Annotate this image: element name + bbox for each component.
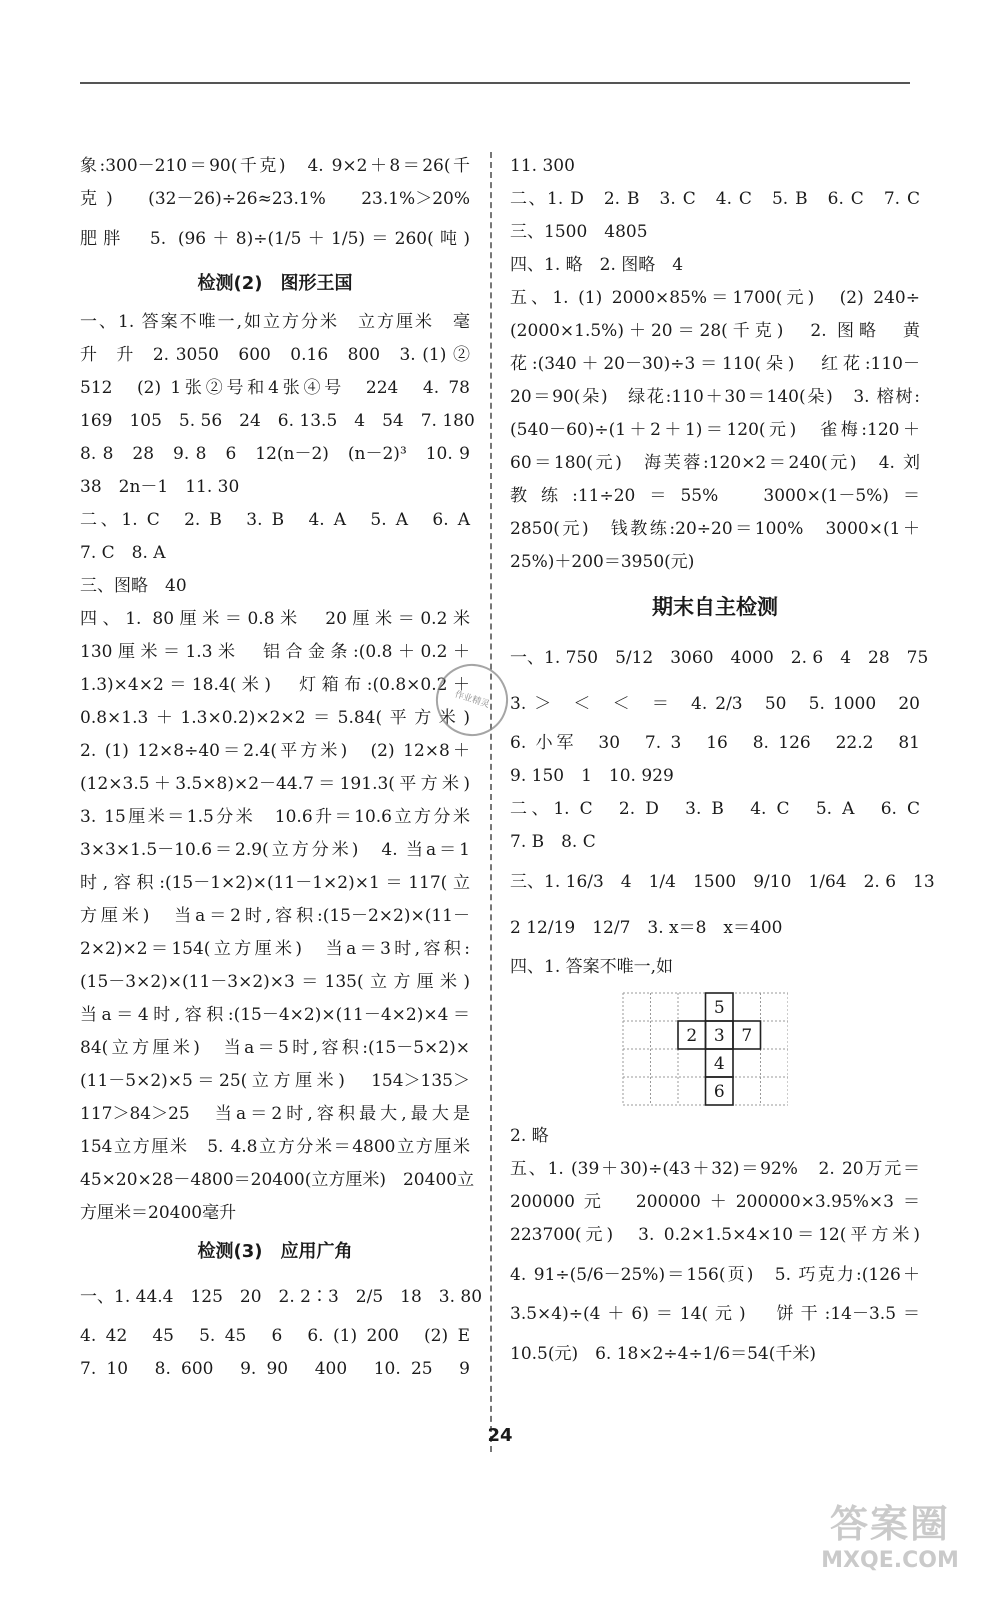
stamp-text: 作业精灵 (453, 689, 491, 711)
section-heading: 检测(2) 图形王国 (197, 273, 353, 294)
answer-line: 一、1. 750 5/12 3060 4000 2. 6 4 28 75 (510, 648, 929, 668)
answer-line: 130厘米＝1.3米 铝合金条:(0.8＋0.2＋ (80, 642, 470, 662)
answer-line: 3×3×1.5－10.6＝2.9(立方分米) 4. 当a＝1 (80, 840, 470, 860)
answer-line: 2 12/19 12/7 3. x＝8 x＝400 (510, 918, 783, 938)
answer-line: (11－5×2)×5＝25(立方厘米) 154＞135＞ (80, 1071, 470, 1091)
answer-line: 五、1. (39＋30)÷(43＋32)＝92% 2. 20万元＝ (510, 1159, 920, 1179)
page-number: 24 (487, 1425, 513, 1446)
net-cell-number: 3 (713, 1026, 725, 1046)
answer-line: 二、1. C 2. D 3. B 4. C 5. A 6. C (510, 799, 920, 819)
answer-line: 117＞84＞25 当a＝2时,容积最大,最大是 (80, 1104, 470, 1124)
answer-line: 60＝180(元) 海芙蓉:120×2＝240(元) 4. 刘 (510, 453, 920, 473)
answer-line: 4. 91÷(5/6－25%)＝156(页) 5. 巧克力:(126＋ (510, 1265, 920, 1285)
answer-line: 169 105 5. 56 24 6. 13.5 4 54 7. 180 (80, 411, 475, 431)
answer-line: 25%)＋200＝3950(元) (510, 552, 695, 572)
right-column (510, 150, 935, 1377)
answer-line: 教练:11÷20＝55% 3000×(1－5%)＝ (510, 486, 920, 506)
net-cell-number: 4 (713, 1054, 725, 1074)
answer-line: 五、1. (1) 2000×85%＝1700(元) (2) 240÷ (510, 288, 920, 308)
net-cell-number: 6 (713, 1082, 725, 1102)
answer-line: 花:(340＋20－30)÷3＝110(朵) 红花:110－ (510, 354, 920, 374)
answer-line: 512 (2) 1张②号和4张④号 224 4. 78 (80, 378, 470, 398)
answer-line: 84(立方厘米) 当a＝5时,容积:(15－5×2)× (80, 1038, 470, 1058)
answer-line: 克) (32－26)÷26≈23.1% 23.1%＞20% (80, 189, 470, 209)
answer-line: 四、1. 答案不唯一,如 (510, 957, 674, 977)
net-cell-number: 5 (713, 998, 725, 1018)
answer-line: 7. 10 8. 600 9. 90 400 10. 25 9 (80, 1359, 470, 1379)
answer-line: 方厘米＝20400毫升 (80, 1203, 237, 1223)
answer-line: 三、图略 40 (80, 576, 187, 596)
section-heading: 检测(3) 应用广角 (197, 1241, 353, 1262)
answer-line: (2000×1.5%)＋20＝28(千克) 2. 图略 黄 (510, 321, 920, 341)
top-rule (80, 82, 910, 84)
section-heading: 期末自主检测 (652, 595, 778, 619)
column-divider (490, 152, 492, 1452)
answer-line: (12×3.5＋3.5×8)×2－44.7＝191.3(平方米) (80, 774, 470, 794)
answer-line: 4. 42 45 5. 45 6 6. (1) 200 (2) E (80, 1326, 470, 1346)
answer-line: 3. ＞ ＜ ＜ ＝ 4. 2/3 50 5. 1000 20 (510, 694, 920, 714)
answer-line: 0.8×1.3＋1.3×0.2)×2×2＝5.84(平方米) (80, 708, 470, 728)
answer-line: 2×2)×2＝154(立方厘米) 当a＝3时,容积: (80, 939, 470, 959)
answer-line: 二、1. D 2. B 3. C 4. C 5. B 6. C 7. C (510, 189, 920, 209)
answer-line: 10.5(元) 6. 18×2÷4÷1/6＝54(千米) (510, 1344, 816, 1364)
answer-line: 38 2n－1 11. 30 (80, 477, 240, 497)
answer-line: 一、1. 答案不唯一,如立方分米 立方厘米 毫 (80, 312, 470, 332)
answer-line: 2. (1) 12×8÷40＝2.4(平方米) (2) 12×8＋ (80, 741, 470, 761)
net-cell-number: 7 (741, 1026, 753, 1046)
answer-line: 象:300－210＝90(千克) 4. 9×2＋8＝26(千 (80, 156, 470, 176)
answer-line: 11. 300 (510, 156, 575, 176)
watermark (800, 1500, 980, 1590)
answer-line: 一、1. 44.4 125 20 2. 2∶3 2/5 18 3. 80 (80, 1287, 483, 1307)
answer-line: 3.5×4)÷(4＋6)＝14(元) 饼干:14－3.5＝ (510, 1304, 920, 1324)
answer-line: 四、1. 80厘米＝0.8米 20厘米＝0.2米 (80, 609, 470, 629)
answer-line: 154立方厘米 5. 4.8立方分米＝4800立方厘米 (80, 1137, 470, 1157)
answer-line: (15－3×2)×(11－3×2)×3＝135(立方厘米) (80, 972, 470, 992)
answer-line: 三、1. 16/3 4 1/4 1500 9/10 1/64 2. 6 13 (510, 872, 935, 892)
answer-line: 45×20×28－4800＝20400(立方厘米) 20400立 (80, 1170, 475, 1190)
answer-line: 223700(元) 3. 0.2×1.5×4×10＝12(平方米) (510, 1225, 920, 1245)
net-grid (622, 992, 788, 1106)
answer-line: 当a＝4时,容积:(15－4×2)×(11－4×2)×4＝ (80, 1005, 470, 1025)
answer-line: 200000元 200000＋200000×3.95%×3＝ (510, 1192, 920, 1212)
answer-line: 二、1. C 2. B 3. B 4. A 5. A 6. A (80, 510, 470, 530)
answer-line: 3. 15厘米＝1.5分米 10.6升＝10.6立方分米 (80, 807, 470, 827)
answer-line: 时,容积:(15－1×2)×(11－1×2)×1＝117(立 (80, 873, 470, 893)
answer-line: 6. 小军 30 7. 3 16 8. 126 22.2 81 (510, 733, 920, 753)
answer-line: 方厘米) 当a＝2时,容积:(15－2×2)×(11－ (80, 906, 470, 926)
watermark-title: 答案圈 (829, 1502, 950, 1546)
answer-line: 肥胖 5. (96＋8)÷(1/5＋1/5)＝260(吨) (80, 229, 470, 249)
answer-line: 20＝90(朵) 绿花:110＋30＝140(朵) 3. 榕树: (510, 387, 920, 407)
net-cell-number: 2 (686, 1026, 698, 1046)
answer-line: 7. B 8. C (510, 832, 596, 852)
answer-line: 7. C 8. A (80, 543, 166, 563)
answer-line: 四、1. 略 2. 图略 4 (510, 255, 684, 275)
answer-line: (540－60)÷(1＋2＋1)＝120(元) 雀梅:120＋ (510, 420, 920, 440)
watermark-url: MXQE.COM (821, 1548, 959, 1573)
answer-line: 2. 略 (510, 1126, 549, 1146)
answer-line: 1.3)×4×2＝18.4(米) 灯箱布:(0.8×0.2＋ (80, 675, 470, 695)
answer-line: 8. 8 28 9. 8 6 12(n－2) (n－2)³ 10. 9 (80, 444, 470, 464)
answer-line: 三、1500 4805 (510, 222, 648, 242)
answer-line: 9. 150 1 10. 929 (510, 766, 674, 786)
answer-line: 升 升 2. 3050 600 0.16 800 3. (1) ② (80, 345, 470, 365)
answer-line: 2850(元) 钱教练:20÷20＝100% 3000×(1＋ (510, 519, 920, 539)
